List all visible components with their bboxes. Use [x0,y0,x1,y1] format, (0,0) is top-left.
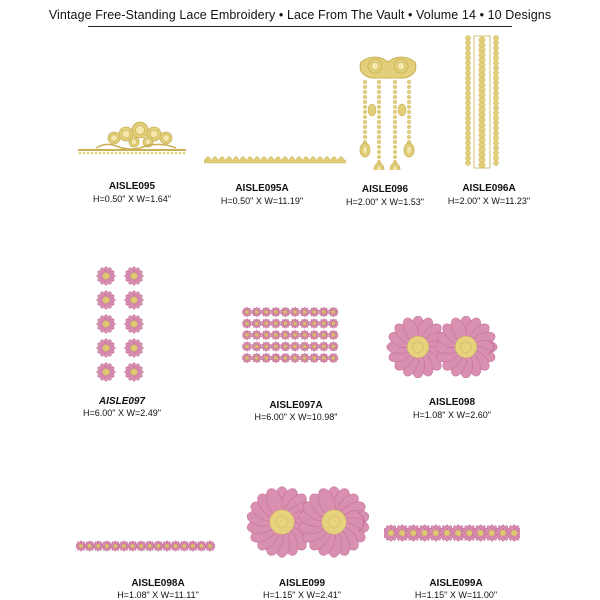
design-art-aisle095a [204,152,346,166]
design-dimensions: H=1.15" X W=2.41" [263,590,341,600]
design-dimensions: H=0.50" X W=1.64" [93,194,171,204]
header-divider [88,26,512,27]
design-dimensions: H=1.08" X W=2.60" [413,410,491,420]
design-art-aisle096a [460,34,504,170]
design-dimensions: H=1.08" X W=11.11" [117,590,199,600]
design-dimensions: H=2.00" X W=1.53" [346,197,424,207]
design-art-aisle097a [242,306,340,364]
design-code: AISLE097A [269,400,323,411]
design-code: AISLE098 [428,397,476,408]
design-code: AISLE099A [429,578,483,589]
design-code: AISLE096 [361,184,409,195]
design-art-aisle098a [76,538,216,554]
design-art-aisle096 [355,52,421,170]
design-code: AISLE095A [235,183,289,194]
design-code: AISLE097 [98,396,146,407]
design-art-aisle099a [384,522,520,544]
design-art-aisle099 [246,486,372,558]
design-dimensions: H=6.00" X W=2.49" [83,408,161,418]
design-code: AISLE099 [278,578,326,589]
design-art-aisle097 [92,264,150,384]
design-dimensions: H=0.50" X W=11.19" [220,196,304,206]
design-dimensions: H=2.00" X W=11.23" [447,196,531,206]
design-art-aisle095 [76,112,188,160]
page-title: Vintage Free-Standing Lace Embroidery • Lace From The Vault • Volume 14 • 10 Designs [48,8,552,22]
design-code: AISLE095 [108,181,156,192]
design-code: AISLE096A [462,183,516,194]
design-dimensions: H=6.00" X W=10.98" [254,412,338,422]
design-art-aisle098 [384,316,504,378]
design-dimensions: H=1.15" X W=11.00" [414,590,498,600]
page-header [0,0,600,30]
design-code: AISLE098A [131,578,185,589]
